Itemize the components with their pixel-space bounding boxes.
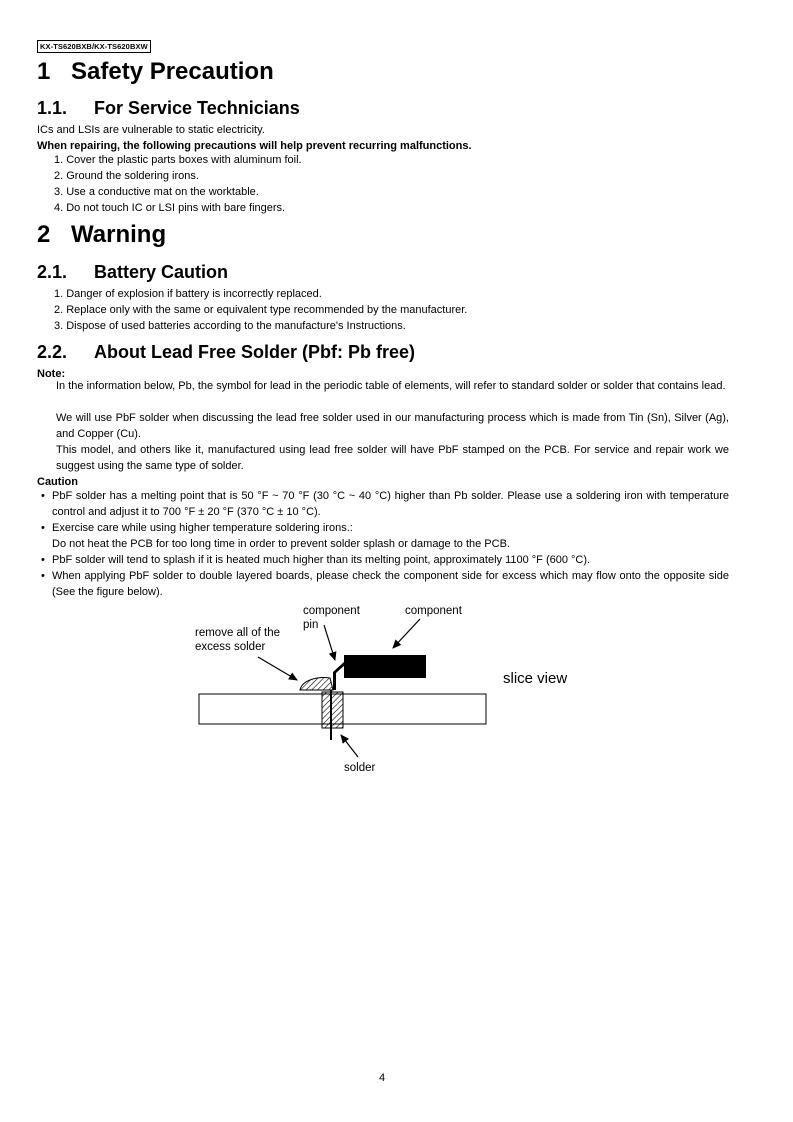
subsection-2-1-title: Battery Caution <box>94 262 229 282</box>
arrow-remove-solder <box>258 657 297 680</box>
bullet-dot: • <box>41 522 45 534</box>
subsection-1-1-title: For Service Technicians <box>94 98 300 118</box>
caution-bullet-text: When applying PbF solder to double layered boards, please check the component side for excess which may flow onto the opposite side (See the figure below). <box>52 570 729 598</box>
label-slice-view: slice view <box>503 670 568 687</box>
list-item: 1. Danger of explosion if battery is incorrectly replaced. <box>54 288 322 300</box>
static-intro: ICs and LSIs are vulnerable to static electricity. <box>37 124 265 136</box>
arrow-solder <box>341 735 358 757</box>
note-paragraph-2: We will use PbF solder when discussing the lead free solder used in our manufacturing process which is made from Tin (Sn), Silver (Ag), and Copper (Cu). <box>56 412 729 440</box>
solder-fillet <box>322 692 343 728</box>
note-label: Note: <box>37 368 66 380</box>
section-2-number: 2 <box>37 221 51 248</box>
section-1-number: 1 <box>37 58 51 85</box>
list-item: 2. Replace only with the same or equivalent type recommended by the manufacturer. <box>54 304 468 316</box>
label-component-pin: component pin <box>303 605 360 631</box>
subsection-1-1-number: 1.1. <box>37 98 68 118</box>
caution-bullet-text: Exercise care while using higher temperature soldering irons.: <box>52 522 353 534</box>
subsection-2-1-number: 2.1. <box>37 262 68 282</box>
component-body <box>344 655 426 678</box>
list-item: 3. Dispose of used batteries according to the manufacture's Instructions. <box>54 320 406 332</box>
caution-bullet-text: PbF solder has a melting point that is 50 °F ~ 70 °F (30 °C ~ 40 °C) higher than Pb solder. Please use a soldering iron with temperature control and adjust it to 700 °F ± 20 °F (370 °C ± 10 °C). <box>52 490 729 518</box>
bullet-dot: • <box>41 490 45 502</box>
page-number: 4 <box>379 1072 386 1084</box>
bullet-dot: • <box>41 570 45 582</box>
label-solder: solder <box>344 762 376 774</box>
caution-label: Caution <box>37 476 78 488</box>
caution-bullet-text: PbF solder will tend to splash if it is heated much higher than its melting point, approximately 1100 °F (600 °C). <box>52 554 591 566</box>
note-paragraph-1: In the information below, Pb, the symbol for lead in the periodic table of elements, will refer to standard solder or solder that contains lead. <box>56 380 726 392</box>
bullet-dot: • <box>41 554 45 566</box>
list-item: 4. Do not touch IC or LSI pins with bare fingers. <box>54 202 286 214</box>
list-item: 3. Use a conductive mat on the worktable. <box>54 186 259 198</box>
note-paragraph-3: This model, and others like it, manufactured using lead free solder will have PbF stamped on the PCB. For service and repair work we suggest using the same type of solder. <box>56 444 729 472</box>
subsection-2-2-title: About Lead Free Solder (Pbf: Pb free) <box>94 342 416 362</box>
excess-solder-blob <box>300 678 333 691</box>
subsection-2-2-number: 2.2. <box>37 342 68 362</box>
list-item: 2. Ground the soldering irons. <box>54 170 199 182</box>
arrow-component-pin <box>324 625 335 660</box>
section-1-title: Safety Precaution <box>71 58 274 85</box>
caution-bullet-2-sub: Do not heat the PCB for too long time in order to prevent solder splash or damage to the PCB. <box>52 538 510 550</box>
label-remove-excess-solder: remove all of the excess solder <box>195 627 281 653</box>
list-item: 1. Cover the plastic parts boxes with aluminum foil. <box>54 154 302 166</box>
precautions-lead: When repairing, the following precautions will help prevent recurring malfunctions. <box>37 140 472 152</box>
arrow-component <box>393 619 420 648</box>
section-2-title: Warning <box>71 221 167 248</box>
model-number: KX-TS620BXB/KX-TS620BXW <box>37 40 151 53</box>
label-component: component <box>405 605 462 617</box>
